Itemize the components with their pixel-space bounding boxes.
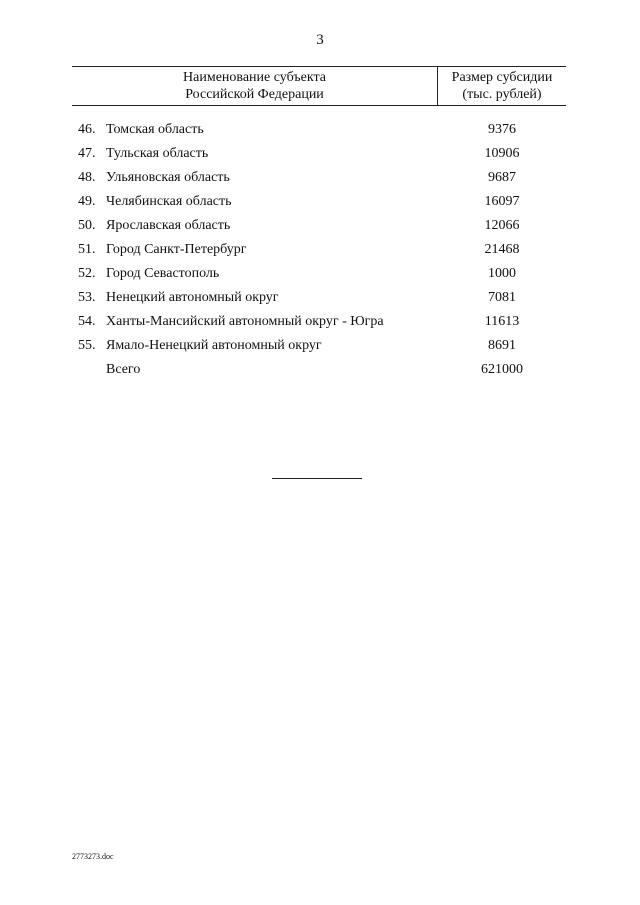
row-subject: Ульяновская область: [106, 170, 230, 185]
header-subsidy-amount: [438, 67, 566, 105]
table-row: [72, 262, 566, 286]
row-number: 52.: [78, 266, 96, 281]
total-label: Всего: [106, 362, 141, 377]
table-row: [72, 142, 566, 166]
row-number: 48.: [78, 170, 96, 185]
end-of-table-line: [272, 478, 362, 479]
row-value: 11613: [484, 314, 520, 329]
row-value: 7081: [488, 290, 516, 305]
header-subject-name: [72, 67, 437, 105]
row-number: 46.: [78, 122, 96, 137]
header-subsidy-line2: (тыс. рублей): [462, 87, 542, 102]
row-subject: Тульская область: [106, 146, 209, 161]
row-subject: Ханты-Мансийский автономный округ - Югра: [106, 314, 384, 329]
row-value: 9376: [488, 122, 516, 137]
row-number: 47.: [78, 146, 96, 161]
row-subject: Ямало-Ненецкий автономный округ: [106, 338, 322, 353]
table-row: [72, 286, 566, 310]
table-row: [72, 214, 566, 238]
page-number: 3: [316, 32, 324, 48]
row-value: 9687: [488, 170, 516, 185]
row-value: 12066: [484, 218, 520, 233]
row-subject: Томская область: [106, 122, 204, 137]
row-subject: Город Санкт-Петербург: [106, 242, 247, 257]
row-number: 55.: [78, 338, 96, 353]
row-value: 1000: [488, 266, 516, 281]
table-row: [72, 166, 566, 190]
row-number: 51.: [78, 242, 96, 257]
row-value: 10906: [484, 146, 520, 161]
header-subject-line2: Российской Федерации: [185, 87, 324, 102]
table-row: [72, 238, 566, 262]
row-subject: Челябинская область: [106, 194, 232, 209]
row-subject: Ярославская область: [106, 218, 231, 233]
header-subject-line1: Наименование субъекта: [183, 70, 326, 85]
header-subsidy-line1: Размер субсидии: [451, 70, 553, 85]
row-number: 53.: [78, 290, 96, 305]
row-value: 21468: [484, 242, 520, 257]
table-row: [72, 190, 566, 214]
row-value: 16097: [484, 194, 520, 209]
row-number: 50.: [78, 218, 96, 233]
total-value: 621000: [481, 362, 523, 377]
table-header: [72, 66, 566, 106]
table-body: [72, 118, 566, 382]
table-row: [72, 310, 566, 334]
row-number: 54.: [78, 314, 96, 329]
row-value: 8691: [488, 338, 516, 353]
table-row: [72, 118, 566, 142]
row-subject: Ненецкий автономный округ: [106, 290, 279, 305]
table-row: [72, 334, 566, 358]
row-number: 49.: [78, 194, 96, 209]
total-row: [72, 358, 566, 382]
document-filename: 2773273.doc: [72, 852, 114, 861]
row-subject: Город Севастополь: [106, 266, 220, 281]
